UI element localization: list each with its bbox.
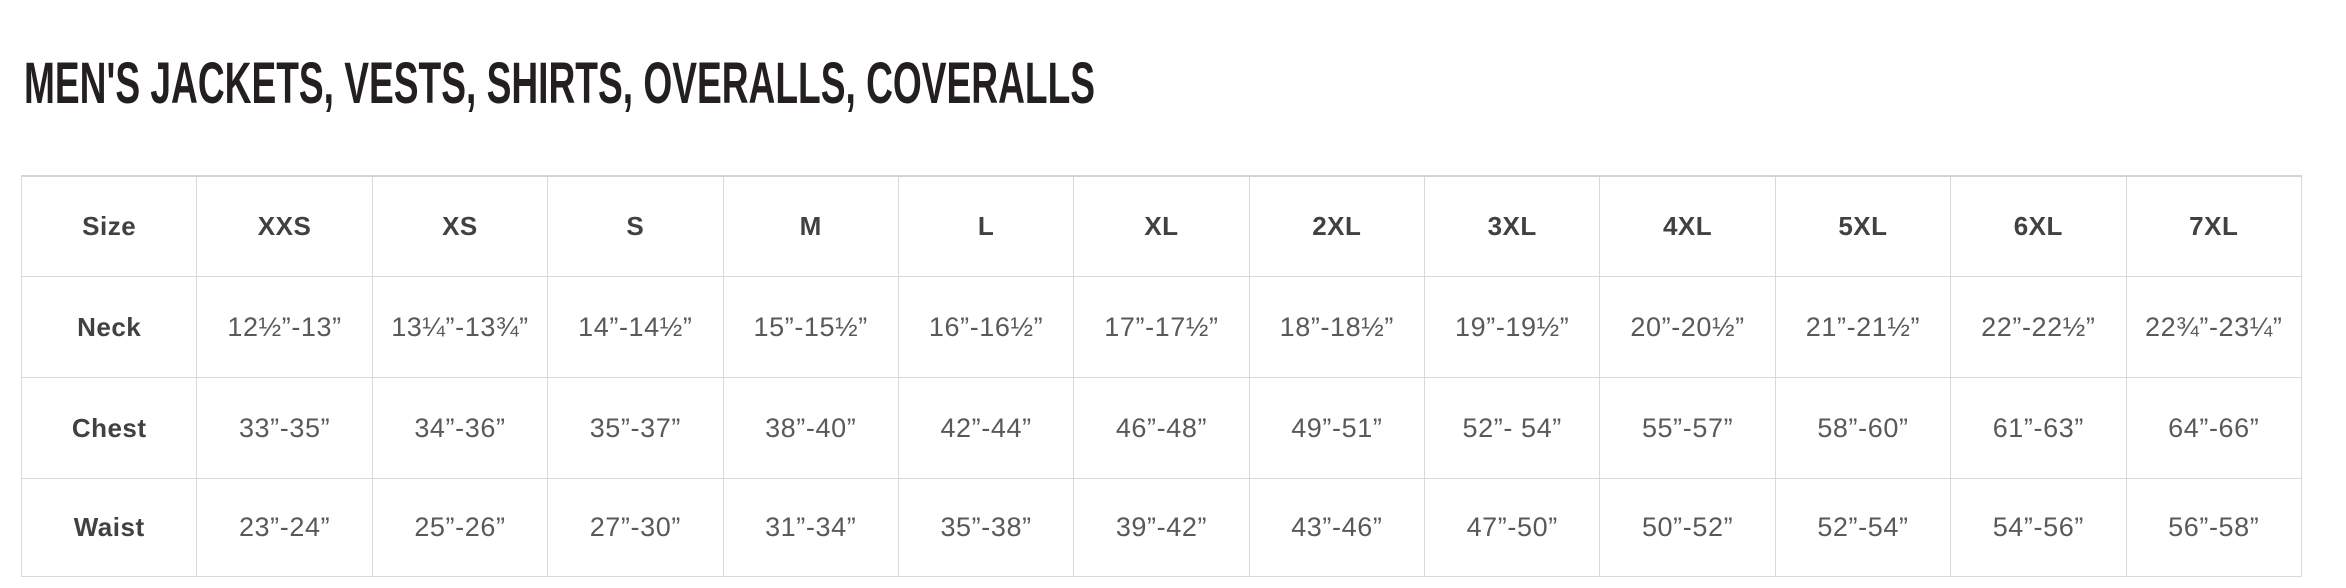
- table-cell: 38”-40”: [723, 378, 898, 479]
- table-cell: 17”-17½”: [1074, 277, 1249, 378]
- table-cell: 52”-54”: [1775, 479, 1950, 577]
- page-title: MEN'S JACKETS, VESTS, SHIRTS, OVERALLS, COVERALLS: [24, 50, 1096, 116]
- table-cell: 27”-30”: [548, 479, 723, 577]
- table-cell: 49”-51”: [1249, 378, 1424, 479]
- table-cell: 19”-19½”: [1425, 277, 1600, 378]
- table-cell: 46”-48”: [1074, 378, 1249, 479]
- table-cell: 20”-20½”: [1600, 277, 1775, 378]
- row-label-neck: Neck: [22, 277, 197, 378]
- table-cell: 14”-14½”: [548, 277, 723, 378]
- table-cell: 54”-56”: [1951, 479, 2126, 577]
- table-cell: 47”-50”: [1425, 479, 1600, 577]
- table-cell: 25”-26”: [372, 479, 547, 577]
- table-row-neck: [22, 277, 2302, 378]
- header-5xl: 5XL: [1775, 176, 1950, 277]
- row-label-chest: Chest: [22, 378, 197, 479]
- header-4xl: 4XL: [1600, 176, 1775, 277]
- table-cell: 22”-22½”: [1951, 277, 2126, 378]
- table-cell: 31”-34”: [723, 479, 898, 577]
- header-m: M: [723, 176, 898, 277]
- header-7xl: 7XL: [2126, 176, 2302, 277]
- table-cell: 21”-21½”: [1775, 277, 1950, 378]
- table-row-chest: [22, 378, 2302, 479]
- table-cell: 15”-15½”: [723, 277, 898, 378]
- table-row-waist: [22, 479, 2302, 577]
- table-cell: 56”-58”: [2126, 479, 2302, 577]
- table-cell: 52”- 54”: [1425, 378, 1600, 479]
- table-cell: 64”-66”: [2126, 378, 2302, 479]
- table-cell: 18”-18½”: [1249, 277, 1424, 378]
- table-cell: 55”-57”: [1600, 378, 1775, 479]
- size-chart-table: [21, 175, 2302, 577]
- table-cell: 61”-63”: [1951, 378, 2126, 479]
- table-cell: 43”-46”: [1249, 479, 1424, 577]
- header-xxs: XXS: [197, 176, 372, 277]
- header-6xl: 6XL: [1951, 176, 2126, 277]
- row-label-waist: Waist: [22, 479, 197, 577]
- table-cell: 50”-52”: [1600, 479, 1775, 577]
- table-cell: 34”-36”: [372, 378, 547, 479]
- header-s: S: [548, 176, 723, 277]
- table-cell: 16”-16½”: [898, 277, 1073, 378]
- table-cell: 42”-44”: [898, 378, 1073, 479]
- header-xl: XL: [1074, 176, 1249, 277]
- header-3xl: 3XL: [1425, 176, 1600, 277]
- header-xs: XS: [372, 176, 547, 277]
- table-cell: 33”-35”: [197, 378, 372, 479]
- table-cell: 35”-37”: [548, 378, 723, 479]
- size-chart-header-row: [22, 176, 2302, 277]
- table-cell: 58”-60”: [1775, 378, 1950, 479]
- table-cell: 22¾”-23¼”: [2126, 277, 2302, 378]
- header-2xl: 2XL: [1249, 176, 1424, 277]
- table-cell: 35”-38”: [898, 479, 1073, 577]
- header-l: L: [898, 176, 1073, 277]
- table-cell: 39”-42”: [1074, 479, 1249, 577]
- header-size: Size: [22, 176, 197, 277]
- table-cell: 13¼”-13¾”: [372, 277, 547, 378]
- table-cell: 23”-24”: [197, 479, 372, 577]
- table-cell: 12½”-13”: [197, 277, 372, 378]
